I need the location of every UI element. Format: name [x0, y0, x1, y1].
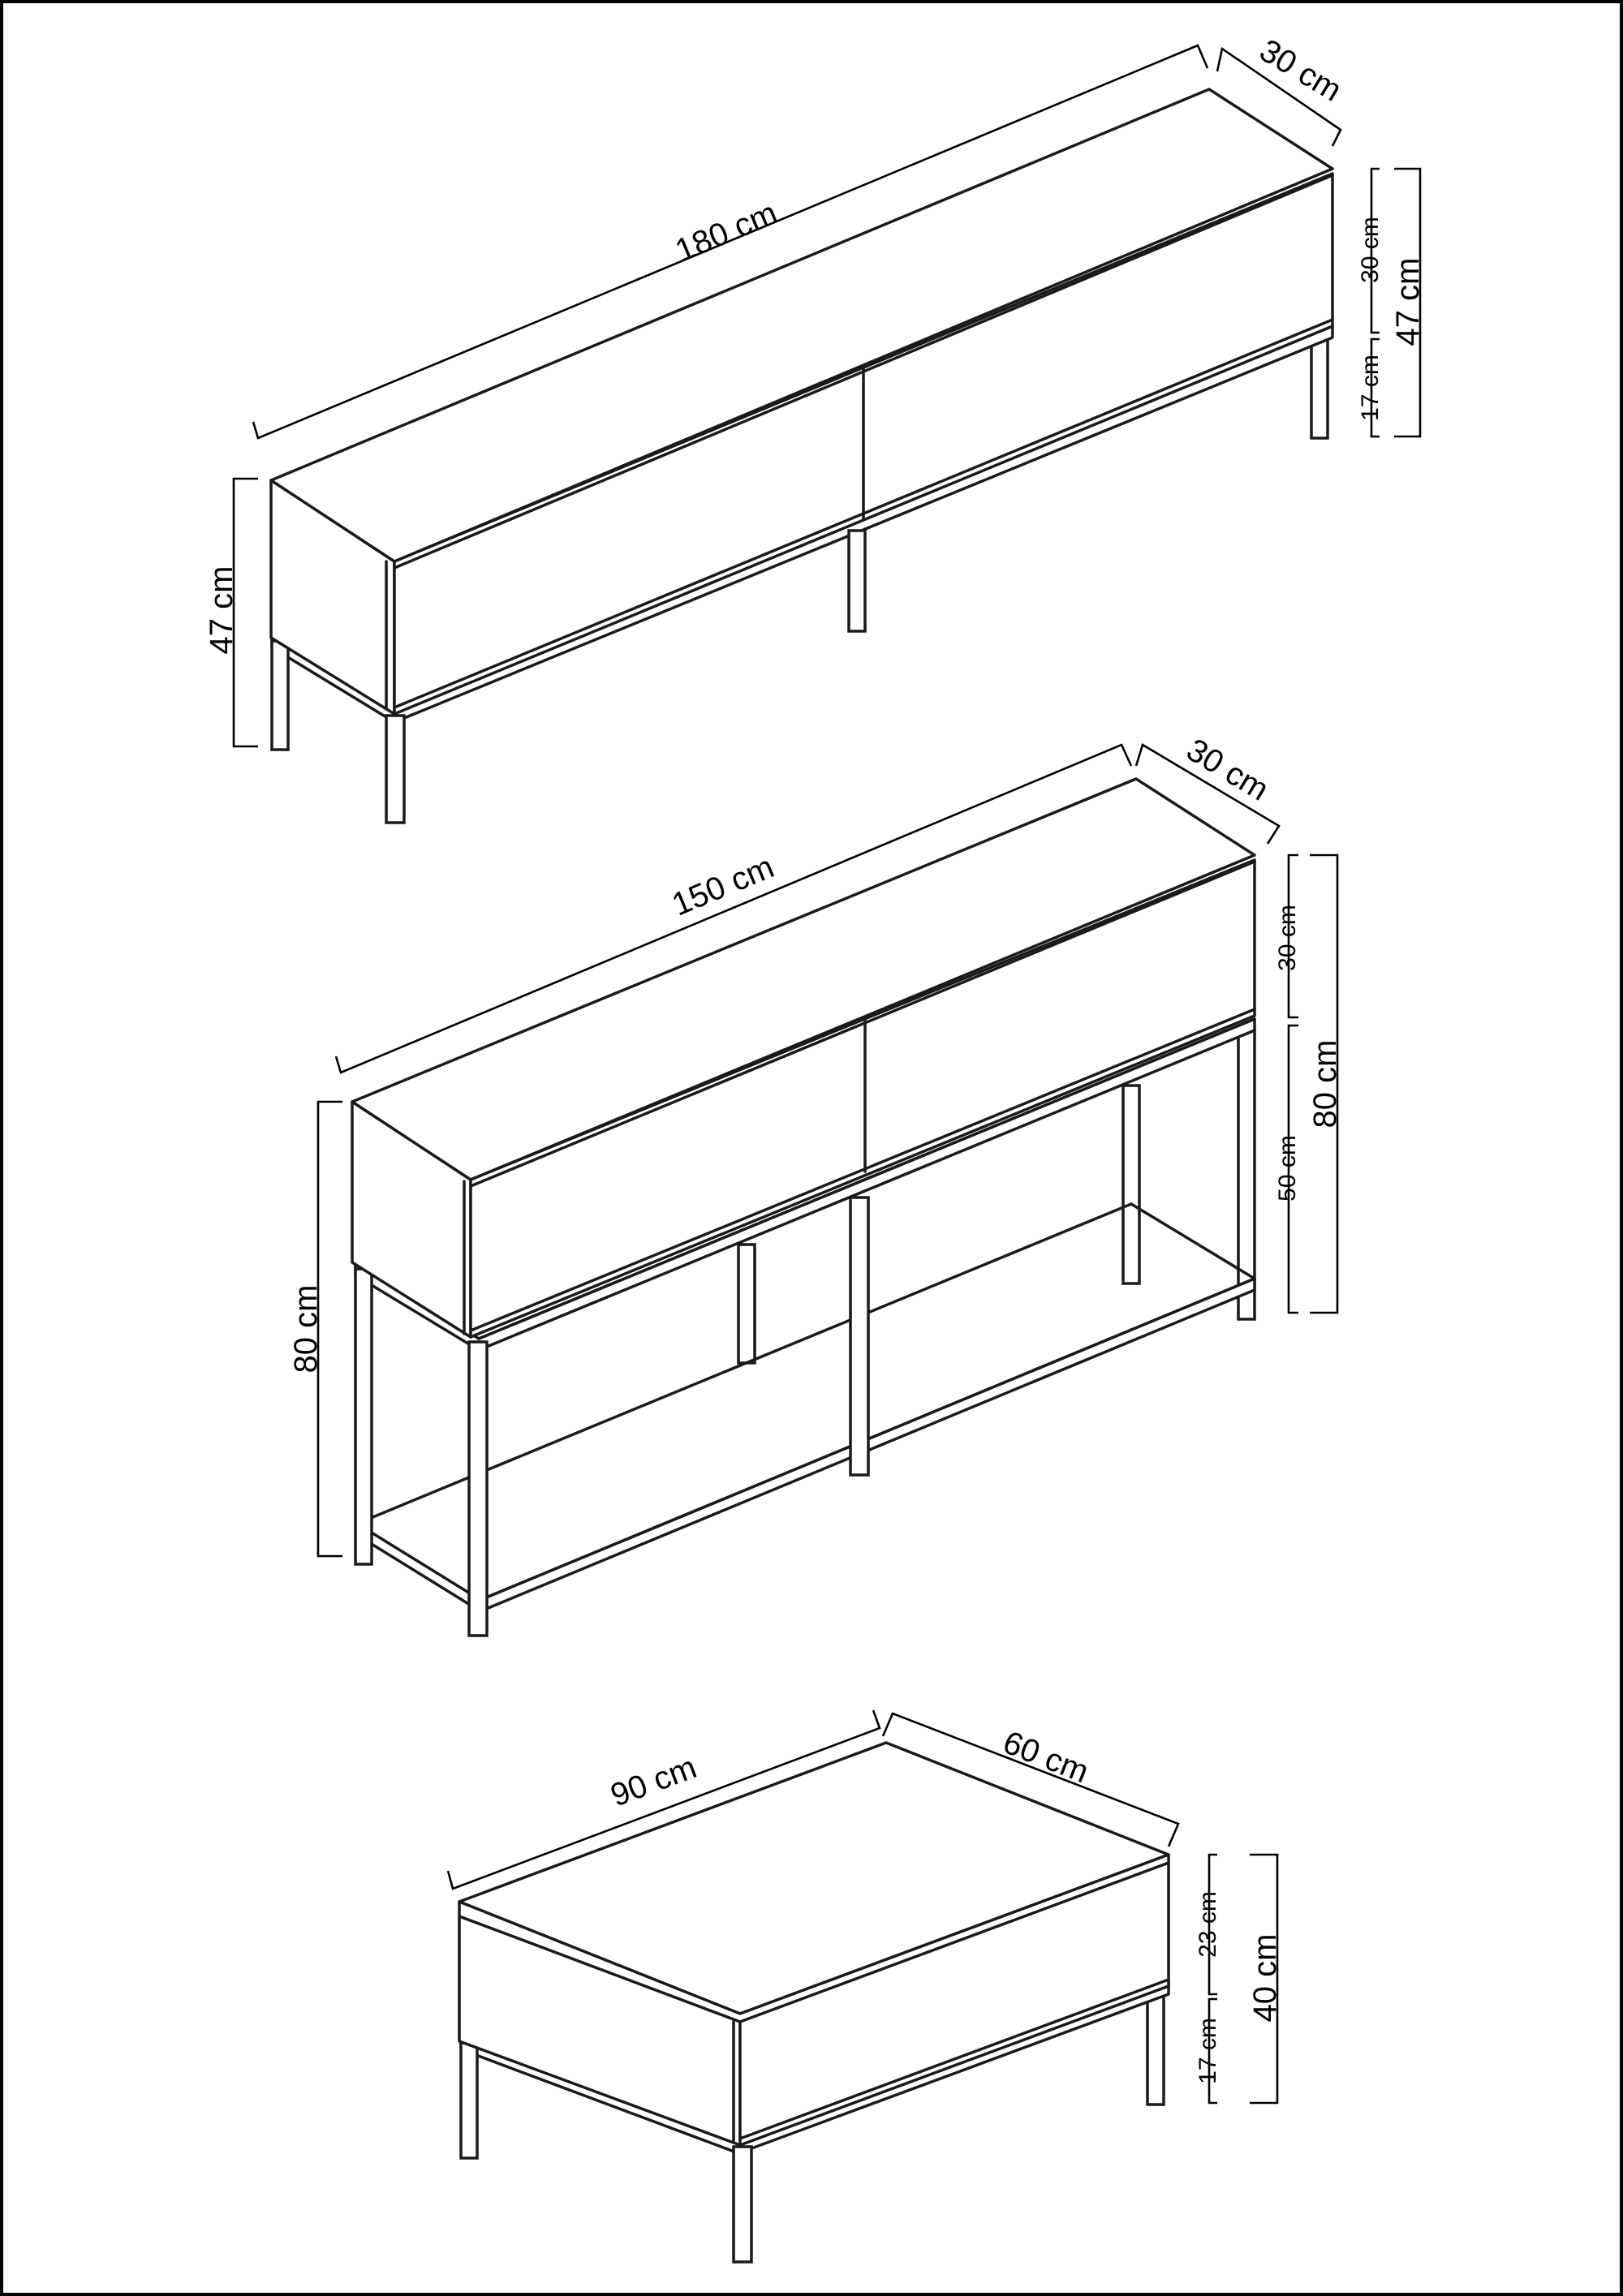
- tv-unit-leg-front-left: [386, 716, 404, 823]
- coffee-table-drawing: [448, 1710, 1283, 2262]
- coffee-table-height-label: 40 cm: [1247, 1933, 1283, 2023]
- coffee-table-body-height-label: 23 cm: [1195, 1891, 1221, 1958]
- console-right-height-label: 80 cm: [1307, 1039, 1343, 1129]
- console-leg-rear-middle: [1123, 1086, 1139, 1283]
- coffee-table-width-label: 90 cm: [605, 1749, 702, 1814]
- console-leg-back-left: [355, 1269, 372, 1564]
- coffee-table-depth-label: 60 cm: [998, 1724, 1094, 1791]
- console-left-height-label: 80 cm: [288, 1284, 324, 1374]
- coffee-table-leg-back-left: [461, 2043, 477, 2158]
- tv-unit-leg-middle: [849, 531, 865, 631]
- tv-unit-left-height-label: 47 cm: [204, 565, 239, 655]
- tv-unit-leg-height-label: 17 cm: [1357, 355, 1384, 421]
- console-drawing: [288, 732, 1343, 1636]
- coffee-table-leg-back-right: [1147, 1993, 1164, 2105]
- tv-unit-width-label: 180 cm: [669, 195, 782, 269]
- tv-unit-body-height-label: 30 cm: [1357, 217, 1384, 283]
- tv-unit-drawing: [204, 32, 1426, 823]
- console-leg-rear-left: [738, 1245, 755, 1363]
- console-depth-label: 30 cm: [1180, 731, 1275, 808]
- console-width-label: 150 cm: [666, 849, 779, 923]
- tv-unit-right-height-label: 47 cm: [1390, 257, 1426, 346]
- tv-unit-leg-back-left: [272, 641, 288, 750]
- console-leg-height-label: 50 cm: [1274, 1135, 1301, 1202]
- console-leg-front-left: [469, 1342, 487, 1636]
- coffee-table-leg-front: [734, 2147, 751, 2262]
- tv-unit-depth-label: 30 cm: [1253, 32, 1348, 109]
- console-leg-front-middle: [850, 1197, 868, 1475]
- console-shelf-right-rail: [1131, 1204, 1255, 1279]
- coffee-table-leg-height-label: 17 cm: [1195, 2018, 1221, 2084]
- console-body-height-label: 30 cm: [1274, 905, 1301, 971]
